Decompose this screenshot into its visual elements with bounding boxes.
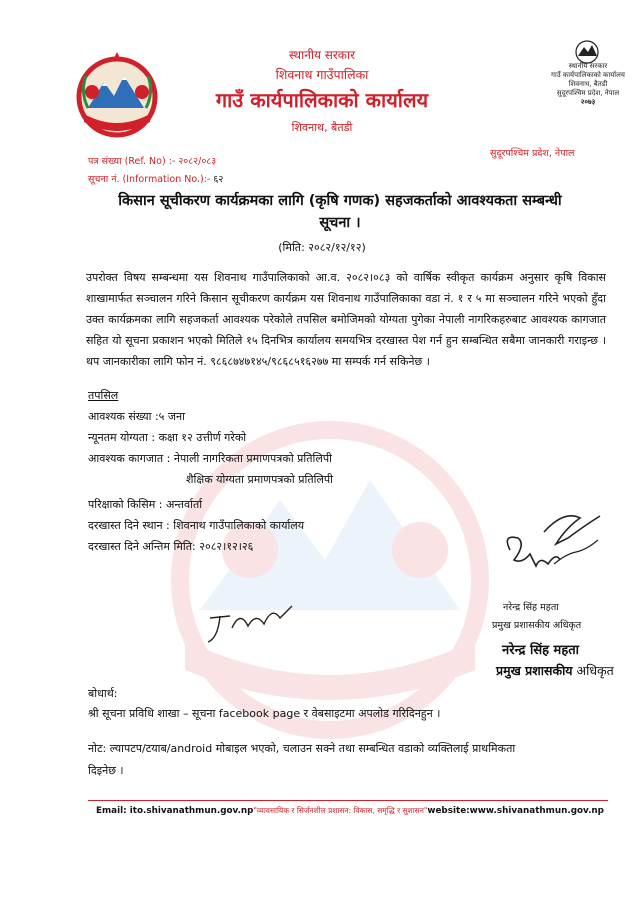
province-text: सुदूरपश्चिम प्रदेश, नेपाल (490, 148, 575, 159)
info-number-row (88, 172, 223, 185)
seal-line3: शिवनाथ, बैतडी (568, 80, 608, 88)
bodhartha-heading: बोधार्थ: (88, 687, 118, 700)
seal-line2: गाउँ कार्यपालिकाको कार्यालय (551, 71, 625, 79)
notice-body: उपरोक्त विषय सम्बन्धमा यस शिवनाथ गाउँपालिकाको आ.व. २०८२।०८३ को वार्षिक स्वीकृत कार्यक्रम अनुसार कृषि विकास शाखामार्फत सञ्चालन गरिने किसान सूचीकरण कार्यक्रम यस शिवनाथ गाउँपालिकाका वडा नं. १ र ५ मा सञ्चालन गरिने भएको हुँदा उक्त कार्यक्रमका लागि सहजकर्ता आवश्यक परेकोले तपसिल बमोजिमको योग्यता पुगेका नेपाली नागरिकहरुबाट आवश्यक कागजात सहित यो सूचना प्रकाशन भएको मितिले १५ दिनभित्र कार्यालय समयभित्र दरखास्त पेश गर्न हुन सम्बन्धित सबैमा जानकारी गराइन्छ । थप जानकारीका लागि फोन नं. ९८६८७४७१४५/९८६८५१६२७७ मा सम्पर्क गर्न सकिनेछ । (86, 271, 606, 368)
tapsil-value: नेपाली नागरिकता प्रमाणपत्रको प्रतिलिपी (173, 452, 332, 465)
ref-number-row (88, 154, 216, 167)
seal-line1: स्थानीय सरकार (568, 62, 608, 70)
tapsil-label: न्यूनतम योग्यता : (88, 431, 156, 444)
initials-signature-icon (200, 598, 300, 648)
tapsil-value: ५ जना (158, 410, 186, 423)
tapsil-row (186, 472, 333, 487)
info-value: ६२ (213, 174, 224, 185)
signatory-small-title: प्रमुख प्रशासकीय अधिकृत (492, 620, 582, 631)
signatory-title-bold: प्रमुख प्रशासकीय (496, 663, 573, 678)
footer-website: website:www.shivanathmun.gov.np (427, 806, 604, 816)
tapsil-value: शिवनाथ गाउँपालिकाको कार्यालय (173, 519, 305, 532)
header-line2: शिवनाथ गाउँपालिका (275, 67, 369, 82)
tapsil-label: आवश्यक कागजात : (88, 452, 171, 465)
tapsil-row (88, 539, 253, 554)
tapsil-value: शैक्षिक योग्यता प्रमाणपत्रको प्रतिलिपी (186, 473, 334, 486)
tapsil-row (88, 497, 202, 512)
footer-divider (88, 800, 608, 801)
seal-line4: सुदूरपश्चिम प्रदेश, नेपाल (556, 89, 620, 97)
info-label: सूचना नं. (Information No.):- (88, 174, 211, 185)
tapsil-label: दरखास्त दिने अन्तिम मिति: (88, 540, 196, 553)
subject-line1: किसान सूचीकरण कार्यक्रमका लागि (कृषि गणक) सहजकर्ताको आवश्यकता सम्बन्धी (118, 193, 562, 209)
note-line1: नोट: ल्यापटप/टयाब/android मोबाइल भएको, चलाउन सक्ने तथा सम्बन्धित वडाको व्यक्तिलाई प्राथमिकता (88, 742, 516, 755)
tapsil-label: आवश्यक संख्या : (88, 410, 159, 423)
ref-label: पत्र संख्या (Ref. No) :- (88, 156, 176, 167)
footer-slogan: "व्यावसायिक र सिर्जनशील प्रशासन: विकास, समृद्धि र सुशासन" (253, 806, 428, 815)
office-title: गाउँ कार्यपालिकाको कार्यालय (215, 88, 429, 112)
tapsil-value: कक्षा १२ उत्तीर्ण गरेको (158, 431, 247, 444)
signatory-small-name: नरेन्द्र सिंह महता (503, 602, 559, 613)
bodhartha-line: श्री सूचना प्रविधि शाखा – सूचना facebook page र वेबसाइटमा अपलोड गरिदिनहुन । (88, 707, 441, 720)
subject-line2: सूचना । (319, 215, 361, 231)
tapsil-value: अन्तर्वार्ता (166, 498, 203, 511)
ref-value: २०८२/०८३ (178, 156, 217, 167)
tapsil-row (88, 430, 246, 445)
signatory-title-rest: अधिकृत (576, 663, 614, 678)
notice-subject (90, 190, 590, 234)
tapsil-row (88, 409, 185, 424)
tapsil-label: परिक्षाको किसिम : (88, 498, 163, 511)
tapsil-row (88, 451, 332, 466)
tapsil-row (88, 518, 304, 533)
signatory-name: नरेन्द्र सिंह महता (502, 643, 580, 658)
footer-email: Email: ito.shivanathmun.gov.np (96, 806, 254, 816)
header-line1: स्थानीय सरकार (289, 48, 355, 62)
tapsil-value: २०८२।१२।२६ (199, 540, 254, 553)
seal-text (548, 62, 628, 107)
tapsil-label: दरखास्त दिने स्थान : (88, 519, 170, 532)
notice-date: (मिति: २०८२/१२/१२) (278, 241, 366, 254)
seal-year: २०७३ (580, 98, 596, 106)
officer-signature-icon (496, 504, 614, 590)
tapsil-heading: तपसिल (88, 389, 119, 402)
office-address: शिवनाथ, बैतडी (291, 121, 353, 134)
note-line2: दिइनेछ । (88, 764, 124, 777)
footer (96, 806, 616, 816)
signatory-title (496, 662, 614, 679)
